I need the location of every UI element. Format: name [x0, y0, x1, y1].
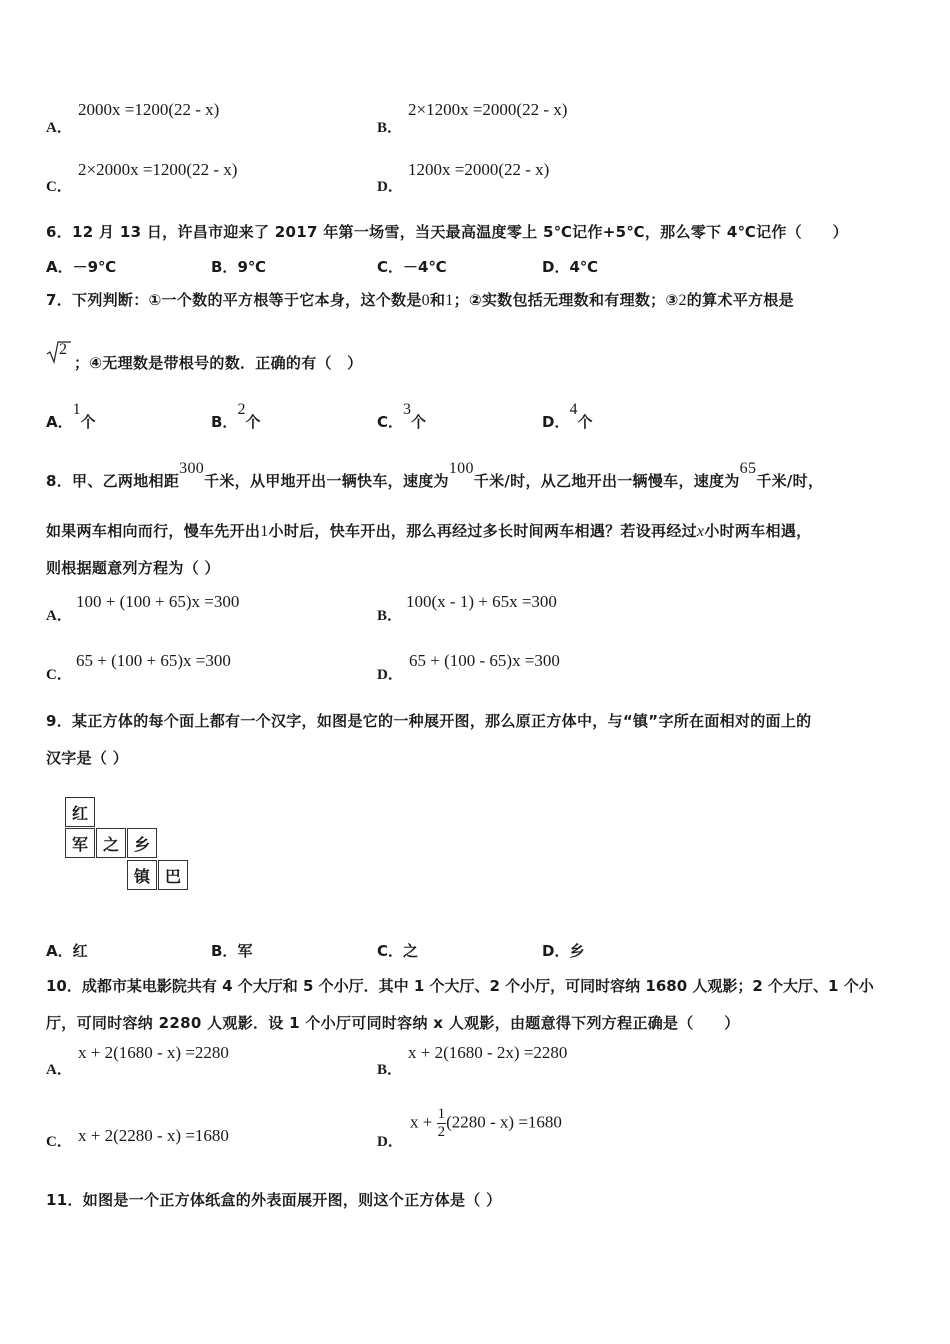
q5-option-b-equation: 2×1200x =2000(22 - x) [408, 100, 568, 119]
q6-stem: 6．12 月 13 日，许昌市迎来了 2017 年第一场雪，当天最高温度零上 5℃记作+5℃，那么零下 4℃记作（ ） [46, 223, 848, 241]
q9-option-b: B．军 [211, 942, 253, 960]
q9-option-c: C．之 [377, 942, 419, 960]
q7-stem-line2: ；④无理数是带根号的数．正确的有（ ） [74, 354, 363, 372]
q7-option-a: A．1个 [46, 401, 96, 431]
q5-option-c-label: C． [46, 179, 72, 195]
q10-option-a-label: A． [46, 1062, 72, 1078]
q10-option-b-label: B． [377, 1062, 403, 1078]
q7-option-d: D．4个 [542, 401, 593, 431]
q8-option-d-label: D． [377, 667, 403, 683]
q8-option-b-equation: 100(x - 1) + 65x =300 [406, 592, 557, 611]
q9-stem-line1: 9．某正方体的每个面上都有一个汉字，如图是它的一种展开图，那么原正方体中，与“镇”字所在面相对的面上的 [46, 712, 812, 730]
q8-option-c-equation: 65 + (100 + 65)x =300 [76, 651, 231, 670]
net-face-4: 乡 [127, 828, 157, 858]
fraction-one-half: $\frac{1}{2}$ [437, 1106, 446, 1140]
q8-option-d-equation: 65 + (100 - 65)x =300 [409, 651, 560, 670]
q10-stem-line1: 10．成都市某电影院共有 4 个大厅和 5 个小厅．其中 1 个大厅、2 个小厅，可同时容纳 1680 人观影；2 个大厅、1 个小 [46, 977, 874, 995]
net-face-2: 军 [65, 828, 95, 858]
q9-stem-line2: 汉字是（ ） [46, 749, 129, 767]
q10-stem-line2: 厅，可同时容纳 2280 人观影．设 1 个小厅可同时容纳 x 人观影，由题意得下列方程正确是（ ） [46, 1014, 740, 1032]
net-face-1: 红 [65, 797, 95, 827]
q10-option-c-label: C． [46, 1134, 72, 1150]
q5-option-a-label: A． [46, 120, 72, 136]
q10-option-d-label: D． [377, 1134, 403, 1150]
q7-option-b: B．2个 [211, 401, 261, 431]
q5-option-a-equation: 2000x =1200(22 - x) [78, 100, 220, 119]
q6-option-c: C．－4℃ [377, 258, 447, 276]
q10-option-d-equation: x + $\frac{1}{2}$ (2280 - x) =1680 [410, 1106, 562, 1140]
q8-option-c-label: C． [46, 667, 72, 683]
net-face-6: 巴 [158, 860, 188, 890]
q8-option-b-label: B． [377, 608, 403, 624]
net-face-3: 之 [96, 828, 126, 858]
q11-stem: 11．如图是一个正方体纸盒的外表面展开图，则这个正方体是（ ） [46, 1191, 502, 1209]
q6-option-a: A．－9℃ [46, 258, 117, 276]
q8-option-a-equation: 100 + (100 + 65)x =300 [76, 592, 240, 611]
q8-stem-line3: 则根据题意列方程为（ ） [46, 559, 220, 577]
q10-option-b-equation: x + 2(1680 - 2x) =2280 [408, 1043, 568, 1062]
q7-option-c: C．3个 [377, 401, 427, 431]
q5-option-d-equation: 1200x =2000(22 - x) [408, 160, 550, 179]
q7-stem-line1: 7．下列判断：①一个数的平方根等于它本身，这个数是0和1；②实数包括无理数和有理数；③2的算术平方根是 [46, 291, 794, 309]
q8-stem-line2: 如果两车相向而行，慢车先开出1小时后，快车开出，那么再经过多长时间两车相遇？若设再经过x小时两车相遇， [46, 522, 812, 540]
q9-option-d: D．乡 [542, 942, 585, 960]
q8-option-a-label: A． [46, 608, 72, 624]
q10-option-a-equation: x + 2(1680 - x) =2280 [78, 1043, 229, 1062]
q6-option-d: D．4℃ [542, 258, 599, 276]
net-face-5: 镇 [127, 860, 157, 890]
q8-stem-line1: 8．甲、乙两地相距300千米，从甲地开出一辆快车，速度为100千米/时，从乙地开出一辆慢车，速度为65千米/时， [46, 460, 824, 490]
q5-option-b-label: B． [377, 120, 403, 136]
q10-option-c-equation: x + 2(2280 - x) =1680 [78, 1126, 229, 1145]
sqrt-2-symbol: 2 [46, 340, 72, 368]
q9-option-a: A．红 [46, 942, 88, 960]
q5-option-d-label: D． [377, 179, 403, 195]
q6-option-b: B．9℃ [211, 258, 267, 276]
q5-option-c-equation: 2×2000x =1200(22 - x) [78, 160, 238, 179]
